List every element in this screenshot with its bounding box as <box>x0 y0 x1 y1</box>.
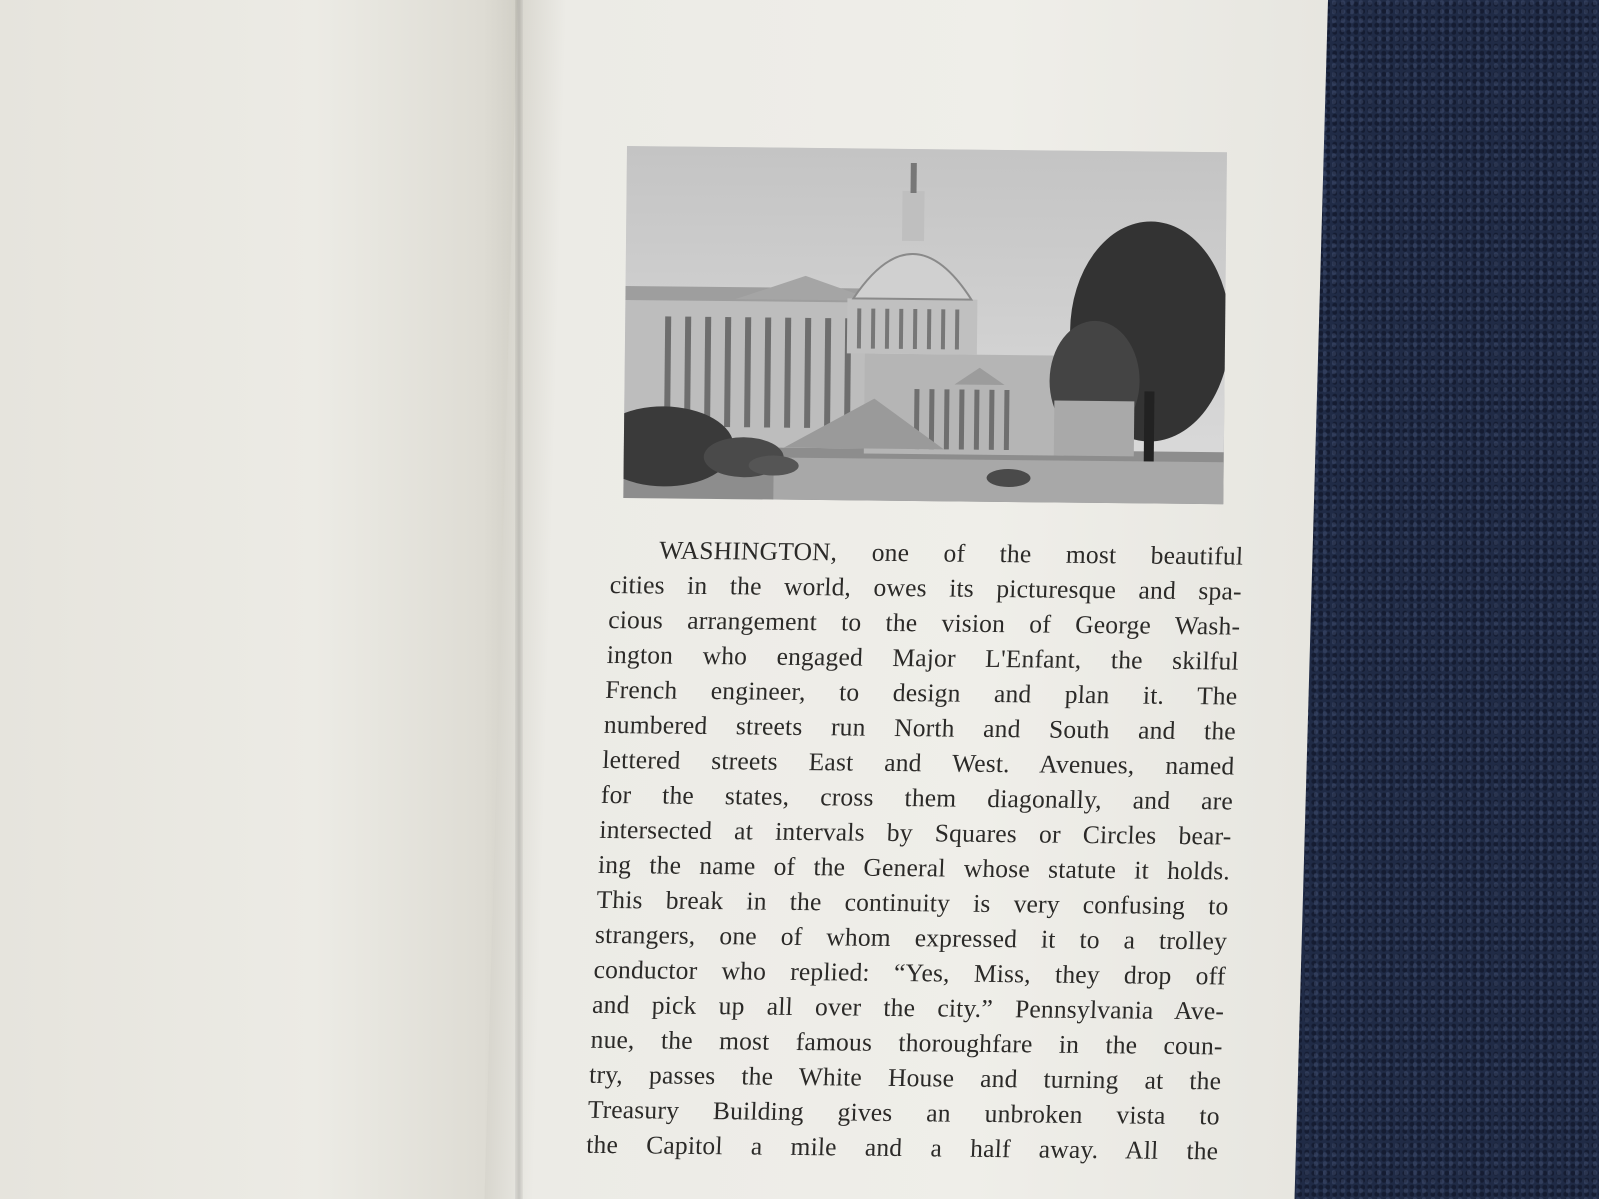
text-line: French engineer, to design and plan it. The <box>604 674 1238 711</box>
text-line: for the states, cross them diagonally, and are <box>600 779 1234 816</box>
text-line: and pick up all over the city.” Pennsylvania Ave- <box>591 989 1225 1026</box>
text-line: cious arrangement to the vision of George Wash- <box>607 604 1241 641</box>
text-line: ington who engaged Major L'Enfant, the skilful <box>606 639 1240 676</box>
text-line: strangers, one of whom expressed it to a trolley <box>594 919 1228 956</box>
capitol-illustration <box>623 146 1227 504</box>
text-line: numbered streets run North and South and the <box>603 709 1237 746</box>
text-line: ing the name of the General whose statute it holds. <box>597 849 1231 886</box>
text-line: Treasury Building gives an unbroken vista to <box>587 1094 1221 1131</box>
text-line: lettered streets East and West. Avenues, named <box>601 744 1236 781</box>
left-page <box>0 0 525 1199</box>
text-line: This break in the continuity is very confusing to <box>595 884 1230 921</box>
text-line: WASHINGTON, one of the most beautiful <box>658 535 1244 571</box>
text-line: try, passes the White House and turning at the <box>588 1059 1222 1096</box>
capitol-photo <box>623 146 1227 504</box>
text-line: the Capitol a mile and a half away. All the <box>585 1129 1219 1166</box>
book-gutter <box>515 0 523 1199</box>
text-line: conductor who replied: “Yes, Miss, they drop off <box>593 954 1227 991</box>
text-line: cities in the world, owes its picturesque and spa- <box>609 569 1243 606</box>
body-paragraph <box>586 532 1244 1168</box>
text-line: intersected at intervals by Squares or Circles bear- <box>598 814 1233 851</box>
text-line: nue, the most famous thoroughfare in the coun- <box>590 1024 1224 1061</box>
